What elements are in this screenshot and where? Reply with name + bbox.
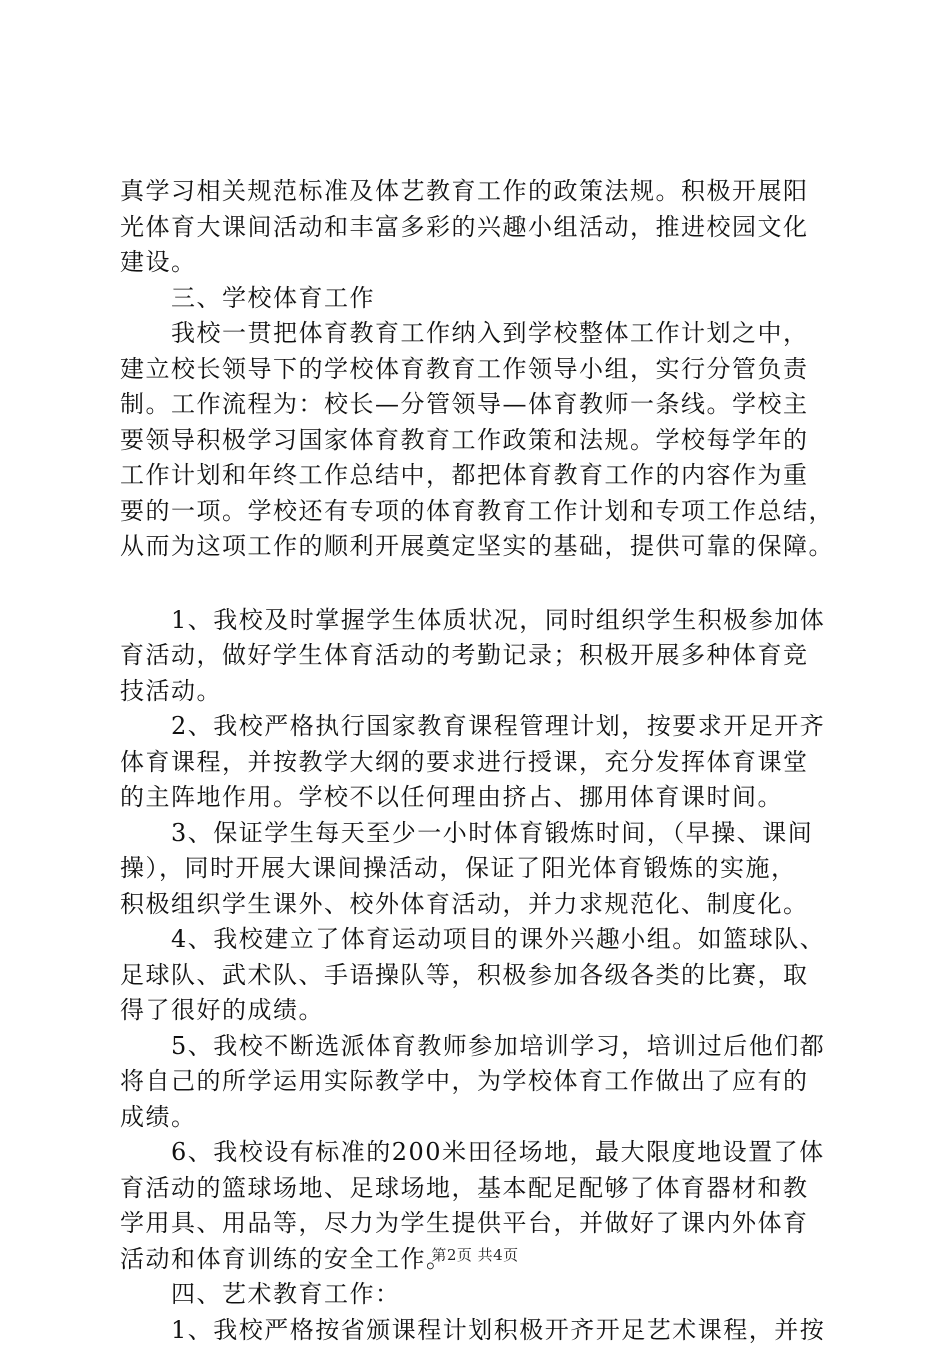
text-line: 我校一贯把体育教育工作纳入到学校整体工作计划之中， [120, 316, 840, 352]
section-heading: 三、学校体育工作 [120, 281, 840, 317]
text-line: 1、我校及时掌握学生体质状况，同时组织学生积极参加体 [120, 603, 840, 639]
text-line: 从而为这项工作的顺利开展奠定坚实的基础，提供可靠的保障。 [120, 529, 840, 565]
page-number-footer: 第2页 共4页 [0, 1244, 950, 1265]
text-line: 的主阵地作用。学校不以任何理由挤占、挪用体育课时间。 [120, 780, 840, 816]
text-line: 将自己的所学运用实际教学中，为学校体育工作做出了应有的 [120, 1064, 840, 1100]
text-line: 5、我校不断选派体育教师参加培训学习，培训过后他们都 [120, 1029, 840, 1065]
text-line: 学用具、用品等，尽力为学生提供平台，并做好了课内外体育 [120, 1206, 840, 1242]
text-line: 操），同时开展大课间操活动，保证了阳光体育锻炼的实施， [120, 851, 840, 887]
text-line: 技活动。 [120, 674, 840, 710]
text-line: 工作计划和年终工作总结中，都把体育教育工作的内容作为重 [120, 458, 840, 494]
text-line: 2、我校严格执行国家教育课程管理计划，按要求开足开齐 [120, 709, 840, 745]
text-line: 光体育大课间活动和丰富多彩的兴趣小组活动，推进校园文化 [120, 210, 840, 246]
section-heading: 四、艺术教育工作： [120, 1277, 840, 1313]
document-body [120, 174, 840, 1348]
text-line: 6、我校设有标准的200米田径场地，最大限度地设置了体 [120, 1135, 840, 1171]
text-line: 要的一项。学校还有专项的体育教育工作计划和专项工作总结， [120, 494, 840, 530]
text-line: 3、保证学生每天至少一小时体育锻炼时间，（早操、课间 [120, 816, 840, 852]
text-line: 制。工作流程为：校长—分管领导—体育教师一条线。学校主 [120, 387, 840, 423]
text-line: 1、我校严格按省颁课程计划积极开齐开足艺术课程，并按 [120, 1313, 840, 1348]
text-line: 真学习相关规范标准及体艺教育工作的政策法规。积极开展阳 [120, 174, 840, 210]
text-line: 活动和体育训练的安全工作。 [120, 1242, 840, 1278]
text-line: 育活动，做好学生体育活动的考勤记录；积极开展多种体育竞 [120, 638, 840, 674]
text-line: 建设。 [120, 245, 840, 281]
text-line: 育活动的篮球场地、足球场地，基本配足配够了体育器材和教 [120, 1171, 840, 1207]
text-line: 体育课程，并按教学大纲的要求进行授课，充分发挥体育课堂 [120, 745, 840, 781]
text-line: 足球队、武术队、手语操队等，积极参加各级各类的比赛，取 [120, 958, 840, 994]
text-line: 积极组织学生课外、校外体育活动，并力求规范化、制度化。 [120, 887, 840, 923]
text-line: 要领导积极学习国家体育教育工作政策和法规。学校每学年的 [120, 423, 840, 459]
text-line: 成绩。 [120, 1100, 840, 1136]
paragraph-gap [120, 565, 840, 603]
text-line: 建立校长领导下的学校体育教育工作领导小组，实行分管负责 [120, 352, 840, 388]
text-line: 4、我校建立了体育运动项目的课外兴趣小组。如篮球队、 [120, 922, 840, 958]
text-line: 得了很好的成绩。 [120, 993, 840, 1029]
